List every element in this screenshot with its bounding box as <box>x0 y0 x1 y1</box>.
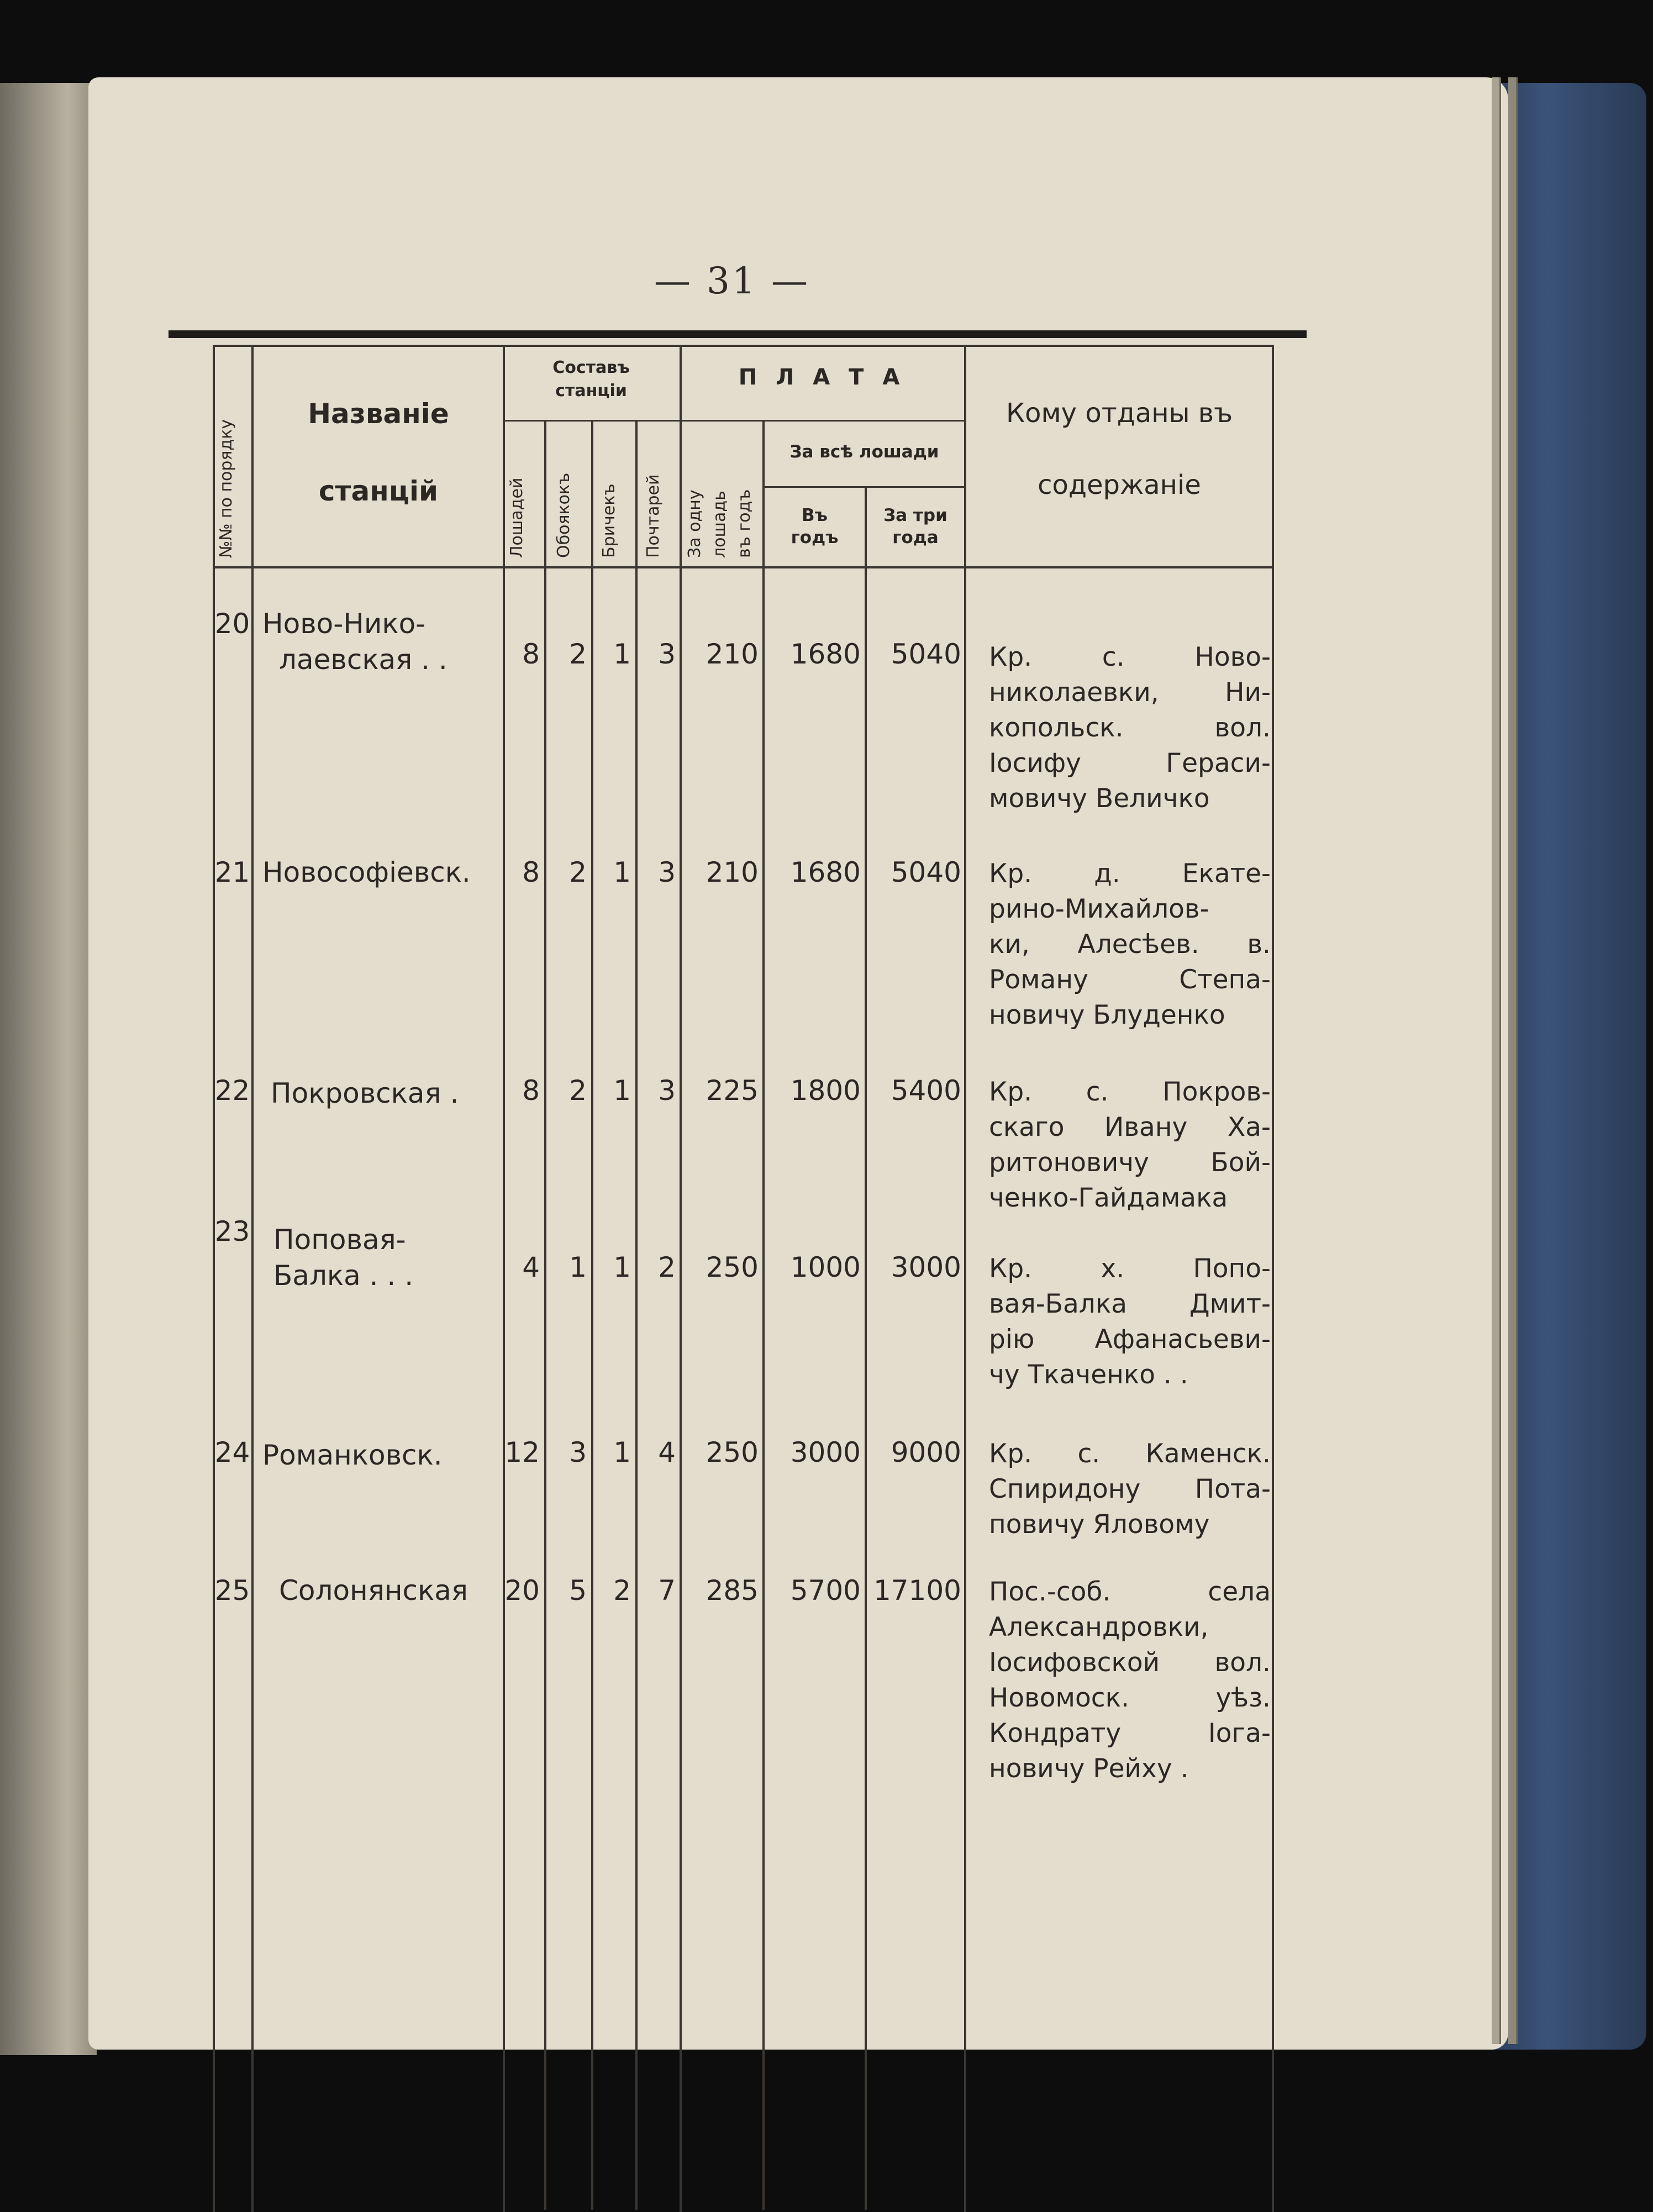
header-per-horse: За одну <box>685 489 704 558</box>
recipient-line: рино-Михайлов- <box>989 894 1209 924</box>
pay-per-year: 1000 <box>790 1251 861 1283</box>
recipient-line: ченко-Гайдамака <box>989 1183 1228 1213</box>
column-line <box>591 420 593 2210</box>
header-per-horse: лошадь <box>710 491 729 558</box>
wagons-count: 2 <box>569 856 587 888</box>
recipient-line: Кр. с. Покров- <box>989 1077 1271 1107</box>
pay-per-year: 1680 <box>790 856 861 888</box>
recipient <box>989 1436 1271 1542</box>
station-name: Поповая- <box>273 1224 406 1256</box>
table-top-thin-rule <box>213 345 1273 347</box>
station-name: Солонянская <box>279 1574 468 1607</box>
pay-three-years: 3000 <box>891 1251 961 1283</box>
column-line <box>544 420 546 2210</box>
column-line <box>251 345 254 2212</box>
recipient-line: рію Афанасьеви- <box>989 1324 1271 1355</box>
page-edge <box>1492 77 1501 2044</box>
recipient-line: мовичу Величко <box>989 783 1210 814</box>
recipient-line: Кр. д. Екате- <box>989 859 1271 889</box>
header-three-years: года <box>892 528 939 547</box>
recipient-line: николаевки, Ни- <box>989 677 1271 708</box>
header-recipient: содержаніе <box>1038 470 1201 501</box>
wagons-count: 3 <box>569 1436 587 1468</box>
britzkas-count: 1 <box>613 638 631 670</box>
row-number: 20 <box>214 608 250 640</box>
header-divider <box>503 420 964 422</box>
pay-three-years: 5040 <box>891 638 961 670</box>
recipient-line: Кондрату Іога- <box>989 1718 1271 1748</box>
britzkas-count: 1 <box>613 1436 631 1468</box>
pay-three-years: 5400 <box>891 1075 961 1107</box>
horses-count: 8 <box>522 638 540 670</box>
station-name: Балка . . . <box>273 1260 414 1292</box>
pay-per-horse: 225 <box>706 1075 759 1107</box>
station-name: Покровская . <box>271 1077 459 1109</box>
horses-count: 4 <box>522 1251 540 1283</box>
postmen-count: 3 <box>658 638 676 670</box>
recipient <box>989 1251 1271 1393</box>
header-all-horses: За всѣ лошади <box>789 442 939 462</box>
recipient-line: ки, Алесѣев. в. <box>989 929 1271 960</box>
station-name: Романковск. <box>262 1439 443 1471</box>
header-horses: Лошадей <box>507 477 527 558</box>
header-per-year: годъ <box>791 528 839 547</box>
recipient <box>989 1075 1271 1216</box>
recipient-line: чу Ткаченко . . <box>989 1360 1188 1390</box>
britzkas-count: 1 <box>613 856 631 888</box>
pay-per-year: 3000 <box>790 1436 861 1468</box>
recipient-line: Іосифу Гераси- <box>989 748 1271 778</box>
postmen-count: 2 <box>658 1251 676 1283</box>
row-number: 25 <box>214 1574 250 1607</box>
pay-per-horse: 210 <box>706 638 759 670</box>
recipient-line: Іосифовской вол. <box>989 1647 1271 1678</box>
table-top-rule <box>169 330 1307 338</box>
station-name: лаевская . . <box>279 644 448 676</box>
page-number: — 31 — <box>654 260 810 302</box>
postmen-count: 3 <box>658 1075 676 1107</box>
header-name: станцій <box>318 475 439 507</box>
header-per-horse: въ годъ <box>735 489 754 558</box>
pay-three-years: 9000 <box>891 1436 961 1468</box>
recipient-line: Кр. х. Попо- <box>989 1254 1271 1284</box>
horses-count: 8 <box>522 856 540 888</box>
recipient-line: Кр. с. Ново- <box>989 642 1271 672</box>
recipient-line: ритоновичу Бой- <box>989 1147 1271 1178</box>
recipient <box>989 856 1271 1033</box>
wagons-count: 2 <box>569 1075 587 1107</box>
header-name: Названіе <box>308 398 449 430</box>
recipient-line: Спиридону Пота- <box>989 1474 1271 1504</box>
station-name: Новософіевск. <box>262 856 471 888</box>
recipient-line: Кр. с. Каменск. <box>989 1439 1271 1469</box>
column-line <box>762 420 765 2210</box>
horses-count: 8 <box>522 1075 540 1107</box>
pay-per-horse: 210 <box>706 856 759 888</box>
pay-per-horse: 250 <box>706 1251 759 1283</box>
wagons-count: 1 <box>569 1251 587 1283</box>
britzkas-count: 1 <box>613 1075 631 1107</box>
recipient-line: Роману Степа- <box>989 965 1271 995</box>
left-page <box>0 83 97 2055</box>
pay-three-years: 17100 <box>873 1574 961 1607</box>
pay-per-horse: 285 <box>706 1574 759 1607</box>
wagons-count: 2 <box>569 638 587 670</box>
recipient-line: новичу Рейху . <box>989 1753 1189 1784</box>
horses-count: 12 <box>504 1436 540 1468</box>
header-composition: Составъ <box>552 358 630 377</box>
header-postmen: Почтарей <box>644 474 663 558</box>
header-bottom-rule <box>213 566 1273 568</box>
postmen-count: 7 <box>658 1574 676 1607</box>
header-three-years: За три <box>883 505 947 525</box>
postmen-count: 4 <box>658 1436 676 1468</box>
header-divider <box>762 486 964 488</box>
wagons-count: 5 <box>569 1574 587 1607</box>
column-line <box>964 345 966 2212</box>
header-order: №№ по порядку <box>217 419 236 558</box>
pay-per-horse: 250 <box>706 1436 759 1468</box>
recipient-line: копольск. вол. <box>989 713 1271 743</box>
recipient-line: Новомоск. уѣз. <box>989 1683 1271 1713</box>
pay-per-year: 1680 <box>790 638 861 670</box>
column-line <box>865 486 867 2210</box>
header-per-year: Въ <box>802 505 828 525</box>
pay-per-year: 1800 <box>790 1075 861 1107</box>
recipient-line: скаго Ивану Ха- <box>989 1112 1271 1142</box>
row-number: 21 <box>214 856 250 888</box>
station-name: Ново-Нико- <box>262 608 426 640</box>
header-britzkas: Бричекъ <box>599 483 619 558</box>
column-line <box>1272 345 1274 2212</box>
britzkas-count: 1 <box>613 1251 631 1283</box>
row-number: 22 <box>214 1075 250 1107</box>
recipient-line: вая-Балка Дмит- <box>989 1289 1271 1319</box>
pay-three-years: 5040 <box>891 856 961 888</box>
recipient <box>989 640 1271 817</box>
header-recipient: Кому отданы въ <box>1006 398 1233 429</box>
recipient-line: Пос.-соб. села <box>989 1577 1271 1607</box>
recipient-line: Александровки, <box>989 1612 1209 1642</box>
recipient <box>989 1574 1271 1787</box>
row-number: 24 <box>214 1436 250 1468</box>
column-line <box>635 420 638 2210</box>
pay-per-year: 5700 <box>790 1574 861 1607</box>
row-number: 23 <box>214 1215 250 1247</box>
header-wagons: Обоякокъ <box>554 472 573 558</box>
horses-count: 20 <box>504 1574 540 1607</box>
header-payment: П Л А Т А <box>738 365 906 390</box>
britzkas-count: 2 <box>613 1574 631 1607</box>
recipient-line: новичу Блуденко <box>989 1000 1225 1030</box>
postmen-count: 3 <box>658 856 676 888</box>
page-edge <box>1508 77 1518 2044</box>
header-composition: станціи <box>555 381 627 401</box>
recipient-line: повичу Яловому <box>989 1509 1210 1540</box>
